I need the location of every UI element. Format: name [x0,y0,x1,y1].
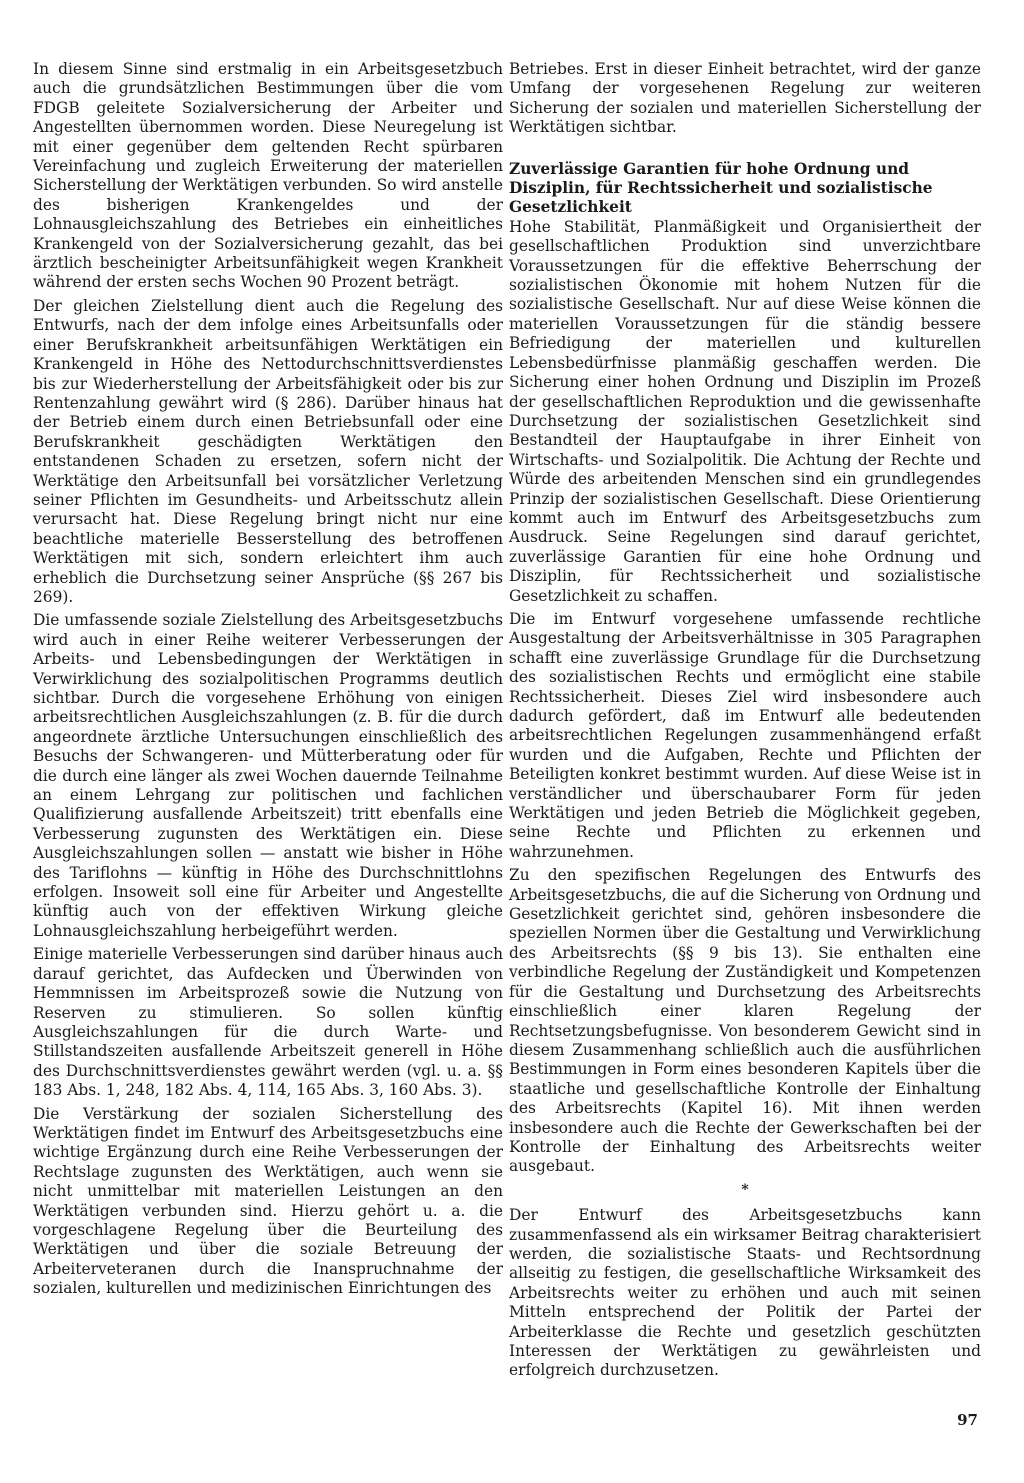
page-number: 97 [957,1411,978,1429]
section-heading: Zuverlässige Garantien für hohe Ordnung und Disziplin, für Rechtssicherheit und sozialistische Gesetzlichkeit [509,159,933,217]
paragraph: In diesem Sinne sind erstmalig in ein Arbeitsgesetzbuch auch die grundsätzlichen Bestimmungen über die vom FDGB geleitete Sozialversicherung der Arbeiter und Angestellten übernommen worden. Diese Neuregelung ist mit einer gegenüber dem geltenden Recht spürbaren Vereinfachung und zugleich Erweiterung der materiellen Sicherstellung der Werktätigen verbunden. So wird anstelle des bisherigen Krankengeldes und der Lohnausgleichszahlung des Betriebes ein einheitliches Krankengeld von der Sozialversicherung gezahlt, das bei ärztlich bescheinigter Arbeitsunfähigkeit wegen Krankheit während der ersten sechs Wochen 90 Prozent beträgt. [33,60,503,292]
paragraph: Die Verstärkung der sozialen Sicherstellung des Werktätigen findet im Entwurf des Arbeitsgesetzbuchs eine wichtige Ergänzung durch eine Reihe Verbesserungen der Rechtslage zugunsten des Werktätigen, auch wenn sie nicht unmittelbar mit materiellen Leistungen an den Werktätigen verbunden sind. Hierzu gehört u. a. die vorgeschlagene Regelung über die Beurteilung des Werktätigen und über die soziale Betreuung der Arbeiterveteranen durch die Inanspruchnahme der sozialen, kulturellen und medizinischen Einrichtungen des [33,1104,503,1298]
paragraph: Zu den spezifischen Regelungen des Entwurfs des Arbeitsgesetzbuchs, die auf die Sicherung von Ordnung und Gesetzlichkeit gerichtet sind, gehören insbesondere die speziellen Normen über die Gestaltung und Verwirklichung des Arbeitsrechts (§§ 9 bis 13). Sie enthalten eine verbindliche Regelung der Zuständigkeit und Kompetenzen für die Gestaltung und Durchsetzung des Arbeitsrechts einschließlich einer klaren Regelung der Rechtsetzungsbefugnisse. Von besonderem Gewicht sind in diesem Zusammenhang schließlich auch die ausführlichen Bestimmungen in Form eines besonderen Kapitels über die staatliche und gesellschaftliche Kontrolle der Einhaltung des Arbeitsrechts (Kapitel 16). Mit ihnen werden insbesondere auch die Rechte der Gewerkschaften bei der Kontrolle der Einhaltung des Arbeitsrechts weiter ausgebaut. [509,866,981,1176]
paragraph: Einige materielle Verbesserungen sind darüber hinaus auch darauf gerichtet, das Aufdecken und Überwinden von Hemmnissen im Arbeitsprozeß sowie die Nutzung von Reserven zu stimulieren. So sollen künftig Ausgleichszahlungen für die durch Warte- und Stillstandszeiten ausfallende Arbeitszeit generell in Höhe des Durchschnittsverdienstes gewährt werden (vgl. u. a. §§ 183 Abs. 1, 248, 182 Abs. 4, 114, 165 Abs. 3, 160 Abs. 3). [33,945,503,1100]
closing-paragraph: Der Entwurf des Arbeitsgesetzbuchs kann zusammenfassend als ein wirksamer Beitrag charakterisiert werden, die sozialistische Staats- und Rechtsordnung allseitig zu festigen, die gesellschaftliche Wirksamkeit des Arbeitsrechts weiter zu erhöhen und auch mit seinen Mitteln entsprechend der Politik der Partei der Arbeiterklasse die Rechte und gesetzlich geschützten Interessen der Werktätigen zu gewährleisten und erfolgreich durchzusetzen. [509,1206,981,1380]
left-column [33,60,503,1303]
paragraph: Die im Entwurf vorgesehene umfassende rechtliche Ausgestaltung der Arbeitsverhältnisse in 305 Paragraphen schafft eine zuverlässige Grundlage für die Durchsetzung des sozialistischen Rechts und ermöglicht eine stabile Rechtssicherheit. Dieses Ziel wird insbesondere auch dadurch gefördert, daß im Entwurf alle bedeutenden arbeitsrechtlichen Regelungen zusammenhängend erfaßt wurden und die Aufgaben, Rechte und Pflichten der Beteiligten konkret bestimmt wurden. Auf diese Weise ist in verständlicher und überschaubarer Form für jeden Werktätigen und jeden Betrieb die Möglichkeit gegeben, seine Rechte und Pflichten zu erkennen und wahrzunehmen. [509,609,981,861]
continuation-paragraph: Betriebes. Erst in dieser Einheit betrachtet, wird der ganze Umfang der vorgesehenen Regelung zur weiteren Sicherung der sozialen und materiellen Sicherstellung der Werktätigen sichtbar. [509,60,981,137]
paragraph: Der gleichen Zielstellung dient auch die Regelung des Entwurfs, nach der dem infolge eines Arbeitsunfalls oder einer Berufskrankheit arbeitsunfähigen Werktätigen ein Krankengeld in Höhe des Nettodurchschnittsverdienstes bis zur Wiederherstellung der Arbeitsfähigkeit oder bis zur Rentenzahlung gewährt wird (§ 286). Darüber hinaus hat der Betrieb einem durch einen Betriebsunfall oder eine Berufskrankheit geschädigten Werktätigen den entstandenen Schaden zu ersetzen, sofern nicht der Werktätige den Arbeitsunfall bei vorsätzlicher Verletzung seiner Pflichten im Gesundheits- und Arbeitsschutz allein verursacht hat. Diese Regelung bringt nicht nur eine beachtliche materielle Besserstellung des betroffenen Werktätigen mit sich, sondern erleichtert ihm auch erheblich die Durchsetzung seiner Ansprüche (§§ 267 bis 269). [33,296,503,606]
paragraph: Die umfassende soziale Zielstellung des Arbeitsgesetzbuchs wird auch in einer Reihe weiterer Verbesserungen der Arbeits- und Lebensbedingungen der Werktätigen in Verwirklichung des sozialpolitischen Programms deutlich sichtbar. Durch die vorgesehene Erhöhung von einigen arbeitsrechtlichen Ausgleichszahlungen (z. B. für die durch angeordnete ärztliche Untersuchungen einschließlich des Besuchs der Schwangeren- und Mütterberatung oder für die durch eine länger als zwei Wochen dauernde Teilnahme an einem Lehrgang zur politischen und fachlichen Qualifizierung ausfallende Arbeitszeit) tritt ebenfalls eine Verbesserung zugunsten des Werktätigen ein. Diese Ausgleichszahlungen sollen — anstatt wie bisher in Höhe des Tariflohns — künftig in Höhe des Durchschnittlohns erfolgen. Insoweit soll eine für Arbeiter und Angestellte künftig auch von der effektiven Wirkung gleiche Lohnausgleichszahlung herbeigeführt werden. [33,611,503,940]
paragraph: Hohe Stabilität, Planmäßigkeit und Organisiertheit der gesellschaftlichen Produktion sind unverzichtbare Voraussetzungen für die effektive Beherrschung der sozialistischen Ökonomie mit hohem Nutzen für die sozialistische Gesellschaft. Nur auf diese Weise können die materiellen Voraussetzungen für die ständig bessere Befriedigung der materiellen und kulturellen Lebensbedürfnisse planmäßig geschaffen werden. Die Sicherung einer hohen Ordnung und Disziplin im Prozeß der gesellschaftlichen Reproduktion und die gewissenhafte Durchsetzung der sozialistischen Gesetzlichkeit sind Bestandteil der Hauptaufgabe in ihrer Einheit von Wirtschafts- und Sozialpolitik. Die Achtung der Rechte und Würde des arbeitenden Menschen sind ein grundlegendes Prinzip der sozialistischen Gesellschaft. Diese Orientierung kommt auch im Entwurf des Arbeitsgesetzbuchs zum Ausdruck. Seine Regelungen sind darauf gerichtet, zuverlässige Garantien für eine hohe Ordnung und Disziplin, für Rechtssicherheit und sozialistische Gesetzlichkeit zu schaffen. [509,217,981,605]
section-separator: * [741,1181,749,1198]
right-column [509,60,981,1385]
